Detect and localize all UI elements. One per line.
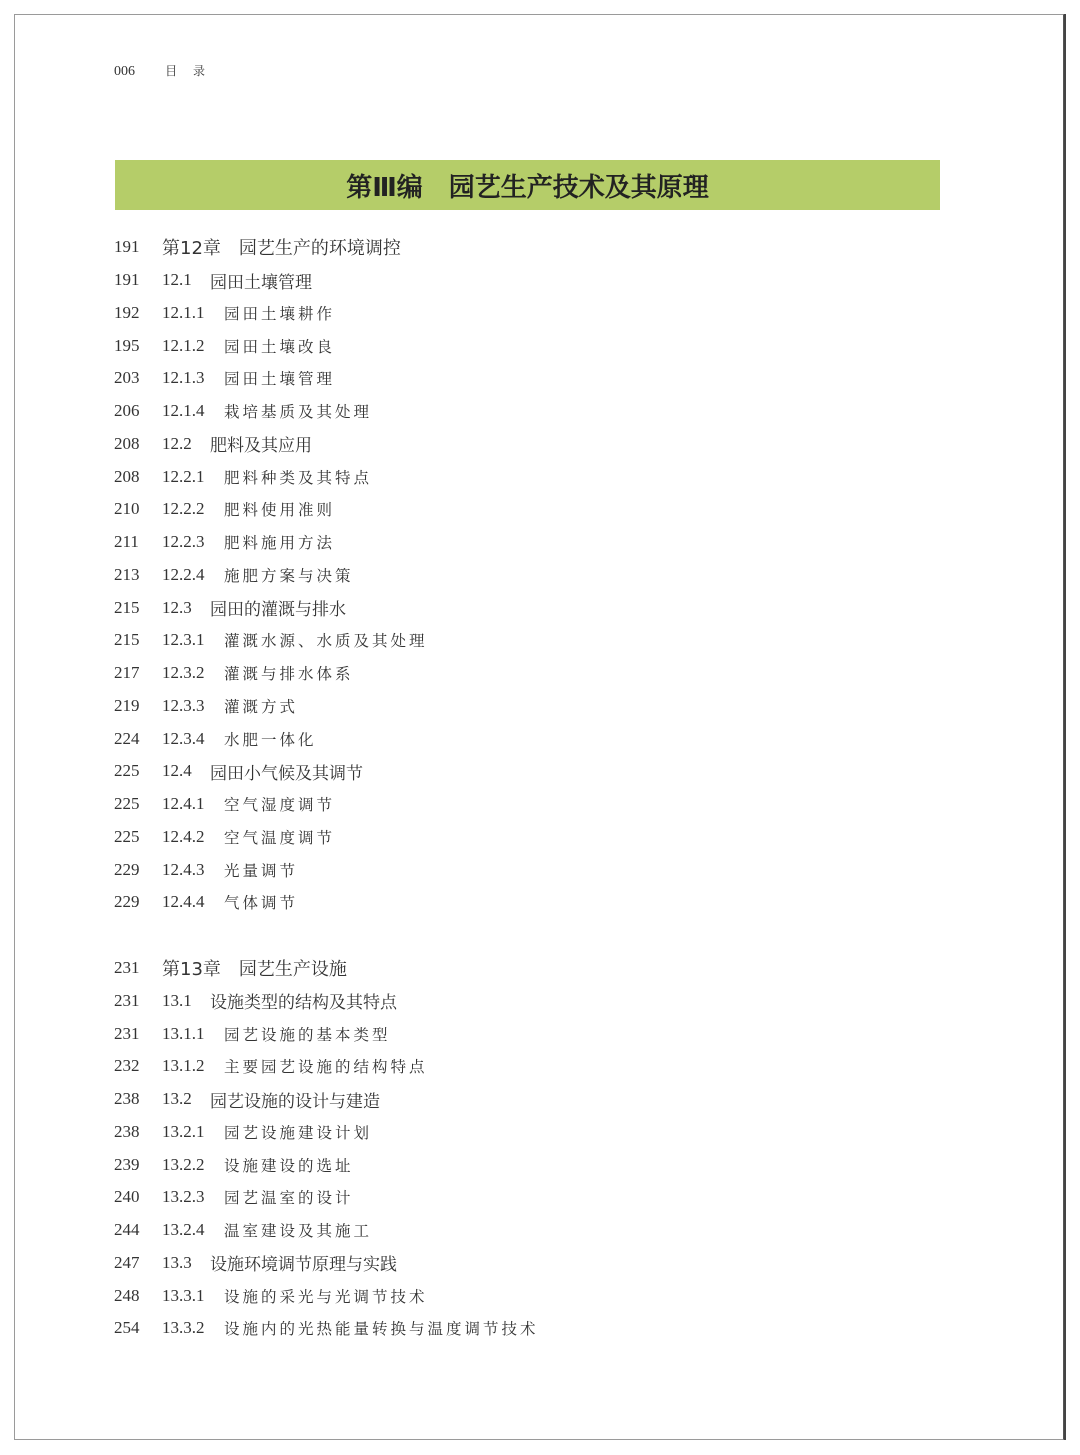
- toc-entry-number: 12.3.3: [162, 695, 205, 715]
- toc-page-number: 191: [114, 270, 140, 290]
- toc-entry-number: 第13章: [162, 959, 221, 981]
- toc-entry-ch[interactable]: [114, 952, 1014, 985]
- toc-entry-title: 灌溉与排水体系: [224, 665, 354, 684]
- toc-entry-number: 12.2.4: [162, 564, 205, 584]
- toc-entry-title: 肥料种类及其特点: [224, 468, 373, 487]
- toc-entry-number: 第12章: [162, 238, 221, 260]
- table-of-contents: [114, 231, 1014, 1345]
- toc-entry-title: 栽培基质及其处理: [224, 403, 373, 422]
- toc-page-number: 210: [114, 499, 140, 519]
- toc-entry-title: 施肥方案与决策: [224, 566, 354, 585]
- toc-page-number: 211: [114, 532, 139, 552]
- toc-page-number: 195: [114, 335, 140, 355]
- toc-entry-sub[interactable]: [114, 460, 1014, 493]
- toc-entry-title: 空气湿度调节: [224, 796, 336, 815]
- toc-entry-title: 灌溉方式: [224, 697, 299, 716]
- toc-page-number: 240: [114, 1187, 140, 1207]
- toc-entry-title: 园田土壤管理: [210, 272, 312, 293]
- toc-entry-title: 肥料施用方法: [224, 534, 336, 553]
- toc-page-number: 232: [114, 1056, 140, 1076]
- toc-entry-sub[interactable]: [114, 690, 1014, 723]
- toc-page-number: 203: [114, 368, 140, 388]
- toc-entry-sec[interactable]: [114, 1083, 1014, 1116]
- toc-page-number: 225: [114, 794, 140, 814]
- toc-entry-number: 12.4.1: [162, 794, 205, 814]
- toc-entry-number: 12.1.4: [162, 401, 205, 421]
- toc-entry-title: 设施内的光热能量转换与温度调节技术: [224, 1320, 539, 1339]
- toc-entry-number: 13.2.2: [162, 1154, 205, 1174]
- part-title: 第Ⅲ编 园艺生产技术及其原理: [346, 172, 709, 203]
- toc-entry-sec[interactable]: [114, 1247, 1014, 1280]
- part-title-banner: [115, 160, 940, 210]
- toc-page-number: 208: [114, 466, 140, 486]
- toc-page-number: 192: [114, 302, 140, 322]
- toc-entry-title: 设施环境调节原理与实践: [210, 1255, 397, 1276]
- toc-entry-title: 气体调节: [224, 894, 299, 913]
- toc-entry-number: 12.4.2: [162, 826, 205, 846]
- toc-entry-title: 园艺设施的基本类型: [224, 1025, 391, 1044]
- toc-entry-number: 12.2.3: [162, 532, 205, 552]
- toc-page-number: 239: [114, 1154, 140, 1174]
- toc-page-number: 206: [114, 401, 140, 421]
- toc-entry-ch[interactable]: [114, 231, 1014, 264]
- toc-page-number: 231: [114, 990, 140, 1010]
- toc-page-number: 229: [114, 859, 140, 879]
- toc-entry-sub[interactable]: [114, 788, 1014, 821]
- toc-entry-number: 12.1.3: [162, 368, 205, 388]
- toc-entry-title: 设施建设的选址: [224, 1156, 354, 1175]
- toc-entry-number: 12.3.1: [162, 630, 205, 650]
- toc-entry-sub[interactable]: [114, 821, 1014, 854]
- toc-entry-sec[interactable]: [114, 428, 1014, 461]
- toc-entry-number: 12.2: [162, 433, 192, 453]
- toc-entry-title: 园田小气候及其调节: [210, 763, 363, 784]
- toc-entry-sec[interactable]: [114, 755, 1014, 788]
- toc-entry-sub[interactable]: [114, 362, 1014, 395]
- toc-entry-sub[interactable]: [114, 1116, 1014, 1149]
- toc-entry-sub[interactable]: [114, 624, 1014, 657]
- toc-page-number: 217: [114, 663, 140, 683]
- toc-entry-number: 13.3.2: [162, 1318, 205, 1338]
- toc-entry-sub[interactable]: [114, 1050, 1014, 1083]
- toc-page-number: 208: [114, 433, 140, 453]
- toc-page-number: 215: [114, 630, 140, 650]
- toc-entry-sub[interactable]: [114, 559, 1014, 592]
- toc-entry-sec[interactable]: [114, 591, 1014, 624]
- toc-entry-number: 13.3: [162, 1252, 192, 1272]
- toc-entry-sub[interactable]: [114, 1181, 1014, 1214]
- toc-page-number: 248: [114, 1285, 140, 1305]
- toc-page-number: 224: [114, 728, 140, 748]
- toc-entry-number: 13.2.3: [162, 1187, 205, 1207]
- toc-entry-number: 13.1: [162, 990, 192, 1010]
- toc-entry-sub[interactable]: [114, 1017, 1014, 1050]
- toc-entry-number: 12.2.2: [162, 499, 205, 519]
- toc-entry-number: 12.4: [162, 761, 192, 781]
- toc-entry-number: 12.3.4: [162, 728, 205, 748]
- toc-entry-sub[interactable]: [114, 853, 1014, 886]
- toc-entry-number: 13.2.4: [162, 1220, 205, 1240]
- toc-entry-sub[interactable]: [114, 722, 1014, 755]
- toc-entry-number: 13.2.1: [162, 1121, 205, 1141]
- toc-page-number: 229: [114, 892, 140, 912]
- toc-entry-sub[interactable]: [114, 1148, 1014, 1181]
- toc-entry-number: 13.3.1: [162, 1285, 205, 1305]
- toc-entry-number: 12.4.3: [162, 859, 205, 879]
- toc-entry-sub[interactable]: [114, 886, 1014, 919]
- toc-page-number: 191: [114, 237, 140, 257]
- toc-page-number: 238: [114, 1121, 140, 1141]
- toc-entry-sub[interactable]: [114, 1312, 1014, 1345]
- toc-page-number: 254: [114, 1318, 140, 1338]
- toc-entry-sec[interactable]: [114, 985, 1014, 1018]
- toc-entry-title: 设施类型的结构及其特点: [210, 993, 397, 1014]
- toc-entry-title: 园田土壤改良: [224, 337, 336, 356]
- toc-entry-sub[interactable]: [114, 297, 1014, 330]
- toc-page-number: 225: [114, 826, 140, 846]
- toc-entry-title: 肥料及其应用: [210, 436, 312, 457]
- toc-entry-title: 温室建设及其施工: [224, 1222, 373, 1241]
- toc-entry-sub[interactable]: [114, 1214, 1014, 1247]
- toc-entry-number: 13.1.1: [162, 1023, 205, 1043]
- toc-entry-title: 灌溉水源、水质及其处理: [224, 632, 428, 651]
- toc-entry-number: 12.2.1: [162, 466, 205, 486]
- toc-entry-sub[interactable]: [114, 526, 1014, 559]
- toc-entry-sub[interactable]: [114, 395, 1014, 428]
- toc-entry-number: 13.2: [162, 1089, 192, 1109]
- toc-entry-sec[interactable]: [114, 264, 1014, 297]
- toc-entry-title: 园艺设施建设计划: [224, 1123, 373, 1142]
- toc-entry-title: 园艺生产的环境调控: [238, 238, 401, 260]
- toc-entry-title: 园田土壤管理: [224, 370, 336, 389]
- toc-entry-title: 园艺生产设施: [238, 959, 347, 981]
- toc-entry-number: 12.1.1: [162, 302, 205, 322]
- toc-entry-number: 12.3: [162, 597, 192, 617]
- toc-entry-sub[interactable]: [114, 329, 1014, 362]
- toc-page-number: 215: [114, 597, 140, 617]
- toc-page-number: 238: [114, 1089, 140, 1109]
- toc-entry-title: 肥料使用准则: [224, 501, 336, 520]
- toc-entry-number: 13.1.2: [162, 1056, 205, 1076]
- toc-entry-number: 12.1.2: [162, 335, 205, 355]
- toc-page-number: 247: [114, 1252, 140, 1272]
- toc-entry-sub[interactable]: [114, 493, 1014, 526]
- toc-entry-number: 12.4.4: [162, 892, 205, 912]
- page-number: 006: [114, 64, 135, 79]
- toc-entry-title: 园田土壤耕作: [224, 304, 336, 323]
- toc-entry-title: 空气温度调节: [224, 828, 336, 847]
- toc-page-number: 219: [114, 695, 140, 715]
- toc-page-number: 225: [114, 761, 140, 781]
- toc-entry-title: 设施的采光与光调节技术: [224, 1287, 428, 1306]
- running-head: [114, 62, 211, 80]
- toc-entry-title: 光量调节: [224, 861, 299, 880]
- toc-entry-title: 园艺设施的设计与建造: [210, 1091, 380, 1112]
- toc-entry-sub[interactable]: [114, 1279, 1014, 1312]
- running-title: 目 录: [165, 64, 211, 78]
- toc-page-number: 231: [114, 1023, 140, 1043]
- toc-entry-title: 园艺温室的设计: [224, 1189, 354, 1208]
- toc-entry-title: 园田的灌溉与排水: [210, 600, 346, 621]
- toc-page-number: 244: [114, 1220, 140, 1240]
- toc-entry-sub[interactable]: [114, 657, 1014, 690]
- toc-entry-number: 12.3.2: [162, 663, 205, 683]
- toc-page-number: 213: [114, 564, 140, 584]
- toc-page-number: 231: [114, 958, 140, 978]
- toc-entry-title: 水肥一体化: [224, 730, 317, 749]
- book-spine-edge: [1064, 14, 1066, 1440]
- toc-entry-number: 12.1: [162, 270, 192, 290]
- toc-entry-title: 主要园艺设施的结构特点: [224, 1058, 428, 1077]
